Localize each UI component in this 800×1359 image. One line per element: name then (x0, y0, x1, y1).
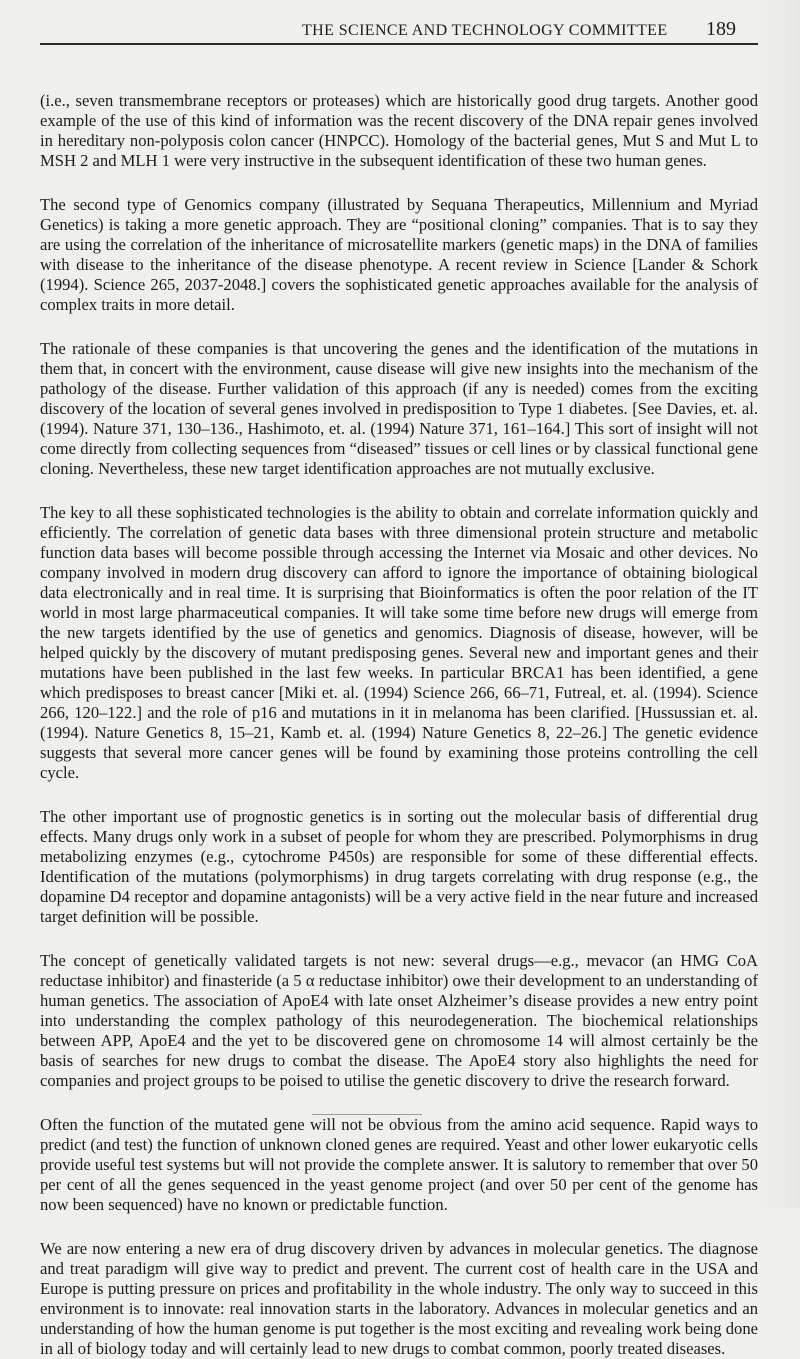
running-head (40, 0, 758, 40)
running-head-title: THE SCIENCE AND TECHNOLOGY COMMITTEE (302, 22, 668, 39)
page-edge-shadow (760, 0, 800, 1208)
header-rule (40, 43, 758, 45)
paragraph: We are now entering a new era of drug discovery driven by advances in molecular genetics. The diagnose and treat paradigm will give way to predict and prevent. The current cost of health care in the USA and Europe is putting pressure on prices and profitability in the whole industry. The only way to succeed in this environment is to innovate: real innovation starts in the laboratory. Advances in molecular genetics and an understanding of how the human genome is put together is the most exciting and revealing work being done in all of biology today and will certainly lead to new drugs to combat common, poorly treated diseases. (40, 1239, 758, 1358)
end-rule (312, 1114, 422, 1115)
paragraph: (i.e., seven transmembrane receptors or proteases) which are historically good drug targets. Another good example of the use of this kind of information was the recent discovery of the DNA repair genes involved in hereditary non-polyposis colon cancer (HNPCC). Homology of the bacterial genes, Mut S and Mut L to MSH 2 and MLH 1 were very instructive in the subsequent identification of these two human genes. (40, 91, 758, 170)
paragraph: The rationale of these companies is that uncovering the genes and the identification of the mutations in them that, in concert with the environment, cause disease will give new insights into the mechanism of the pathology of the disease. Further validation of this approach (if any is needed) comes from the exciting discovery of the location of several genes involved in predisposition to Type 1 diabetes. [See Davies, et. al. (1994). Nature 371, 130–136., Hashimoto, et. al. (1994) Nature 371, 161–164.] This sort of insight will not come directly from collecting sequences from “diseased” tissues or cell lines or by classical functional gene cloning. Nevertheless, these new target identification approaches are not mutually exclusive. (40, 339, 758, 478)
page-number: 189 (706, 18, 736, 40)
paragraph: Often the function of the mutated gene will not be obvious from the amino acid sequence. Rapid ways to predict (and test) the function of unknown cloned genes are required. Yeast and other lower eukaryotic cells provide useful test systems but will not provide the complete answer. It is salutory to remember that over 50 per cent of all the genes sequenced in the yeast genome project (and over 50 per cent of the genome has now been sequenced) have no known or predictable function. (40, 1115, 758, 1214)
paragraph: The other important use of prognostic genetics is in sorting out the molecular basis of differential drug effects. Many drugs only work in a subset of people for whom they are prescribed. Polymorphisms in drug metabolizing enzymes (e.g., cytochrome P450s) are responsible for some of these differential effects. Identification of the mutations (polymorphisms) in drug targets correlating with drug response (e.g., the dopamine D4 receptor and dopamine antagonists) will be a very active field in the near future and increased target definition will be possible. (40, 807, 758, 926)
paragraph: The concept of genetically validated targets is not new: several drugs—e.g., mevacor (an HMG CoA reductase inhibitor) and finasteride (a 5 α reductase inhibitor) owe their development to an understanding of human genetics. The association of ApoE4 with late onset Alzheimer’s disease provides a new entry point into understanding the complex pathology of this neurodegeneration. The biochemical relationships between APP, ApoE4 and the yet to be discovered gene on chromosome 14 will almost certainly be the basis of searches for new drugs to combat the disease. The ApoE4 story also highlights the need for companies and project groups to be poised to utilise the genetic discovery to drive the research forward. (40, 951, 758, 1090)
paragraph: The key to all these sophisticated technologies is the ability to obtain and correlate information quickly and efficiently. The correlation of genetic data bases with three dimensional protein structure and metabolic function data bases will become possible through accessing the Internet via Mosaic and other devices. No company involved in modern drug discovery can afford to ignore the importance of obtaining biological data electronically and in real time. It is surprising that Bioinformatics is often the poor relation of the IT world in most large pharmaceutical companies. It will take some time before new drugs will emerge from the new targets identified by the use of genetics and genomics. Diagnosis of disease, however, will be helped quickly by the discovery of mutant predisposing genes. Several new and important genes and their mutations have been published in the last few weeks. In particular BRCA1 has been identified, a gene which predisposes to breast cancer [Miki et. al. (1994) Science 266, 66–71, Futreal, et. al. (1994). Science 266, 120–122.] and the role of p16 and mutations in it in melanoma has been clarified. [Hussussian et. al. (1994). Nature Genetics 8, 15–21, Kamb et. al. (1994) Nature Genetics 8, 22–26.] The genetic evidence suggests that several more cancer genes will be found by examining those proteins controlling the cell cycle. (40, 503, 758, 782)
body-text (40, 91, 758, 1359)
paragraph: The second type of Genomics company (illustrated by Sequana Therapeutics, Millennium and Myriad Genetics) is taking a more genetic approach. They are “positional cloning” companies. That is to say they are using the correlation of the inheritance of microsatellite markers (genetic maps) in the DNA of families with disease to the inheritance of the disease phenotype. A recent review in Science [Lander & Schork (1994). Science 265, 2037-2048.] covers the sophisticated genetic approaches available for the analysis of complex traits in more detail. (40, 195, 758, 314)
